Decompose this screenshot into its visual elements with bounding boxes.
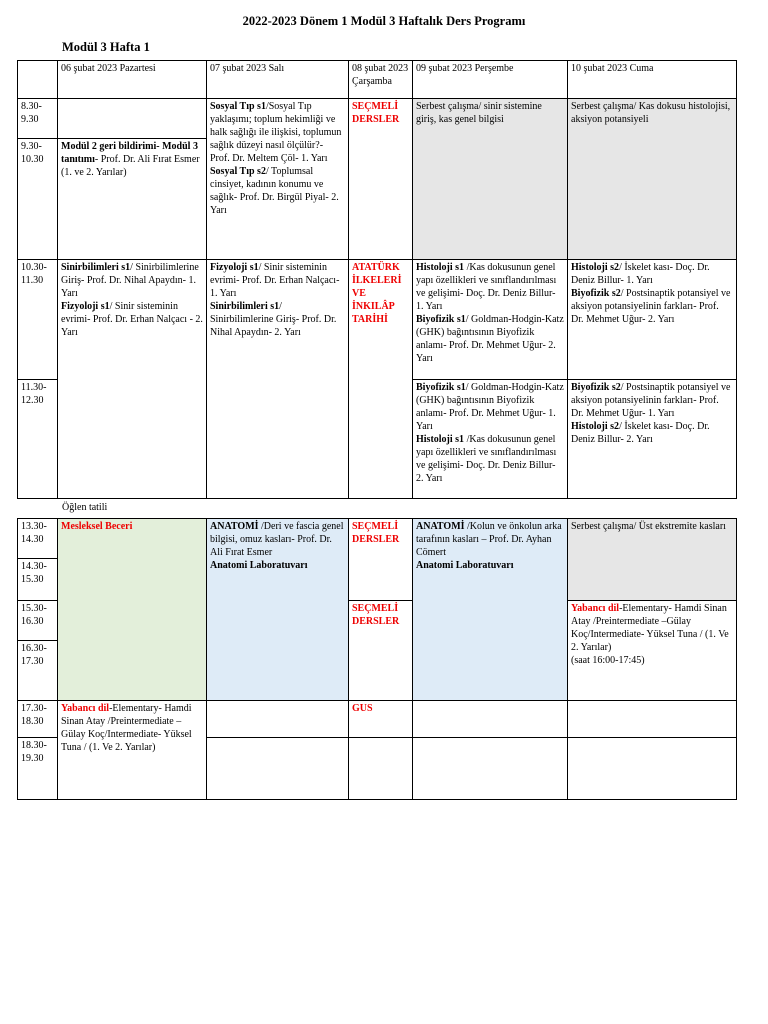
- time-header-cell: [18, 61, 58, 99]
- schedule-cell: Serbest çalışma/ Kas dokusu histolojisi, aksiyon potansiyeli: [568, 99, 737, 260]
- table-row: [18, 99, 737, 139]
- elective-courses-cell: SEÇMELİ DERSLER: [349, 99, 413, 260]
- professional-skills-cell: Mesleksel Beceri: [58, 519, 207, 701]
- page-title: 2022-2023 Dönem 1 Modül 3 Haftalık Ders Programı: [242, 14, 526, 28]
- schedule-cell: Yabancı dil-Elementary- Hamdi Sinan Atay /Preintermediate –Gülay Koç/Intermediate- Yüksel Tuna / (1. Ve 2. Yarılar) (saat 16:00-17:45): [568, 601, 737, 701]
- day-header-wed: 08 şubat 2023 Çarşamba: [349, 61, 413, 99]
- elective-courses-cell: SEÇMELİ DERSLER: [349, 601, 413, 701]
- schedule-cell: Serbest çalışma/ sinir sistemine giriş, kas genel bilgisi: [413, 99, 568, 260]
- table-row: [18, 519, 737, 559]
- schedule-cell: Biyofizik s2/ Postsinaptik potansiyel ve aksiyon potansiyelinin farkları- Prof. Dr. Mehmet Uğur- 1. Yarı Histoloji s2/ İskelet kası- Doç. Dr. Deniz Billur- 2. Yarı: [568, 380, 737, 499]
- schedule-cell: Biyofizik s1/ Goldman-Hodgin-Katz (GHK) bağıntısının Biyofizik anlamı- Prof. Dr. Mehmet Uğur- 1. Yarı Histoloji s1 /Kas dokusunun genel yapı özellikleri ve sınıflandırılması ve gelişimi- Doç. Dr. Deniz Billur- 2. Yarı: [413, 380, 568, 499]
- schedule-cell: [349, 738, 413, 800]
- table-row: [18, 701, 737, 738]
- schedule-cell: Sosyal Tıp s1/Sosyal Tıp yaklaşımı; toplum hekimliği ve halk sağlığı ile ilişkisi, toplumun sağlık düzeyi nasıl ölçülür?- Prof. Dr. Meltem Çöl- 1. Yarı Sosyal Tıp s2/ Toplumsal cinsiyet, kadının konumu ve sağlık- Prof. Dr. Birgül Piyal- 2. Yarı: [207, 99, 349, 260]
- schedule-cell: [207, 738, 349, 800]
- schedule-cell: Sinirbilimleri s1/ Sinirbilimlerine Giriş- Prof. Dr. Nihal Apaydın- 1. Yarı Fizyoloji s1/ Sinir sisteminin evrimi- Prof. Dr. Erhan Nalçacı - 2. Yarı: [58, 260, 207, 499]
- schedule-cell: Histoloji s2/ İskelet kası- Doç. Dr. Deniz Billur- 1. Yarı Biyofizik s2/ Postsinaptik potansiyel ve aksiyon potansiyelinin farkları- Prof. Dr. Mehmet Uğur- 2. Yarı: [568, 260, 737, 380]
- schedule-cell: [413, 701, 568, 738]
- schedule-cell: [568, 738, 737, 800]
- schedule-cell: [568, 701, 737, 738]
- schedule-cell: Yabancı dil-Elementary- Hamdi Sinan Atay /Preintermediate –Gülay Koç/Intermediate- Yüksel Tuna / (1. Ve 2. Yarılar): [58, 701, 207, 800]
- time-cell: 14.30-15.30: [18, 559, 58, 601]
- gus-cell: GUS: [349, 701, 413, 738]
- schedule-cell: ANATOMİ /Kolun ve önkolun arka tarafının kasları – Prof. Dr. Ayhan Cömert Anatomi Laboratuvarı: [413, 519, 568, 701]
- time-cell: 15.30-16.30: [18, 601, 58, 641]
- day-header-thu: 09 şubat 2023 Perşembe: [413, 61, 568, 99]
- day-header-tue: 07 şubat 2023 Salı: [207, 61, 349, 99]
- time-cell: 10.30-11.30: [18, 260, 58, 380]
- day-header-fri: 10 şubat 2023 Cuma: [568, 61, 737, 99]
- lunch-break-label: Öğlen tatili: [62, 502, 108, 513]
- history-course-cell: ATATÜRK İLKELERİ VE İNKILÂP TARİHİ: [349, 260, 413, 499]
- time-cell: 18.30-19.30: [18, 738, 58, 800]
- schedule-cell: [58, 99, 207, 139]
- schedule-cell: Modül 2 geri bildirimi- Modül 3 tanıtımı- Prof. Dr. Ali Fırat Esmer (1. ve 2. Yarılar): [58, 139, 207, 260]
- schedule-cell: Fizyoloji s1/ Sinir sisteminin evrimi- Prof. Dr. Erhan Nalçacı- 1. Yarı Sinirbilimleri s1/ Sinirbilimlerine Giriş- Prof. Dr. Nihal Apaydın- 2. Yarı: [207, 260, 349, 499]
- time-cell: 17.30-18.30: [18, 701, 58, 738]
- time-cell: 13.30-14.30: [18, 519, 58, 559]
- elective-courses-cell: SEÇMELİ DERSLER: [349, 519, 413, 601]
- schedule-cell: Histoloji s1 /Kas dokusunun genel yapı özellikleri ve sınıflandırılması ve gelişimi- Doç. Dr. Deniz Billur- 1. Yarı Biyofizik s1/ Goldman-Hodgin-Katz (GHK) bağıntısının Biyofizik anlamı- Prof. Dr. Mehmet Uğur- 2. Yarı: [413, 260, 568, 380]
- schedule-cell: [413, 738, 568, 800]
- schedule-cell: [207, 701, 349, 738]
- time-cell: 9.30-10.30: [18, 139, 58, 260]
- morning-schedule-table: [17, 60, 737, 499]
- day-header-mon: 06 şubat 2023 Pazartesi: [58, 61, 207, 99]
- time-cell: 16.30-17.30: [18, 641, 58, 701]
- schedule-cell: Serbest çalışma/ Üst ekstremite kasları: [568, 519, 737, 601]
- afternoon-schedule-table: [17, 518, 737, 800]
- table-row: [18, 260, 737, 380]
- time-cell: 11.30-12.30: [18, 380, 58, 499]
- schedule-cell: ANATOMİ /Deri ve fascia genel bilgisi, omuz kasları- Prof. Dr. Ali Fırat Esmer Anatomi Laboratuvarı: [207, 519, 349, 701]
- week-label: Modül 3 Hafta 1: [62, 40, 150, 54]
- header-row: [18, 61, 737, 99]
- time-cell: 8.30-9.30: [18, 99, 58, 139]
